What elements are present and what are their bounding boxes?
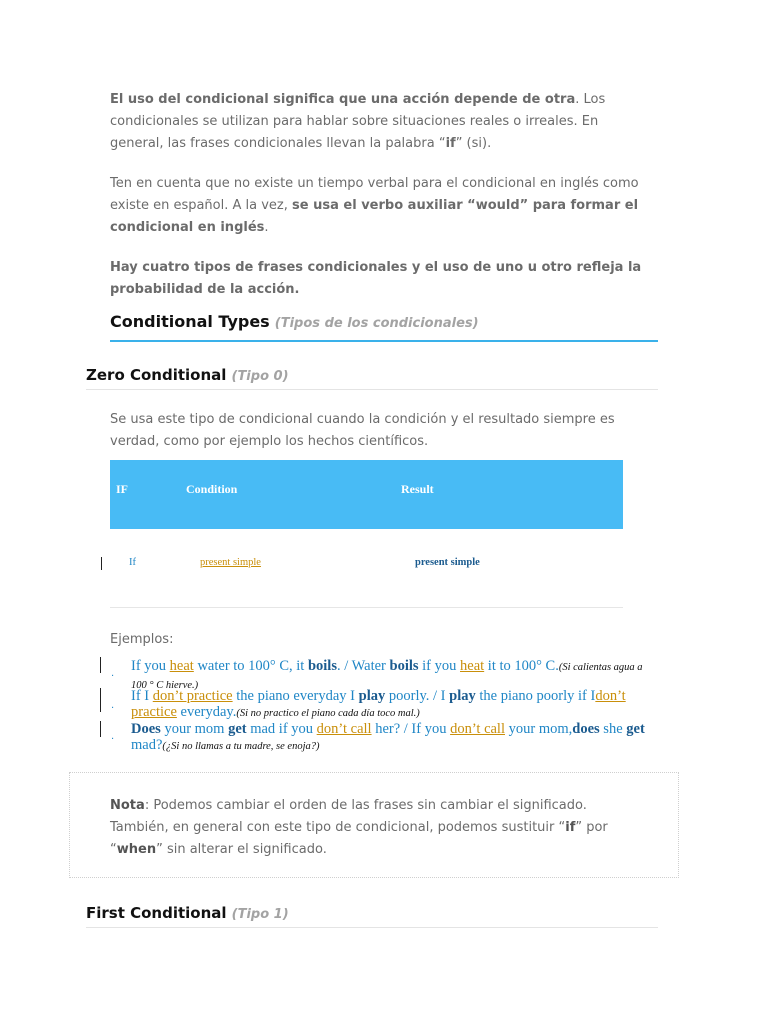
- section-subtitle: (Tipos de los condicionales): [274, 316, 479, 331]
- intro-paragraph-3: [110, 257, 650, 301]
- example-item-2: If I don’t practice the piano everyday I play poorly. / I play the piano poorly if Idon’t practice everyday.(Si no practico el piano cada día toco mal.): [131, 688, 626, 720]
- list-marker: [100, 688, 101, 712]
- first-subtitle: (Tipo 1): [231, 907, 289, 922]
- note-label: Nota: [110, 798, 145, 813]
- intro-paragraph-1: [110, 89, 650, 155]
- note-text: Nota: Podemos cambiar el orden de las frases sin cambiar el significado. También, en general con este tipo de condicional, podemos sustituir “if” por “when” sin alterar el significado.: [110, 798, 608, 857]
- table-cell-condition[interactable]: present simple: [200, 557, 261, 568]
- zero-conditional-heading: [86, 365, 658, 390]
- bullet-icon: .: [111, 731, 115, 742]
- example-item-1: If you heat water to 100° C, it boils. / Water boils if you heat it to 100° C.(Si calientas agua a 100 ° C hierve.): [131, 658, 643, 691]
- intro-p3-bold: Hay cuatro tipos de frases condicionales y el uso de uno u otro refleja la probabilidad de la acción.: [110, 260, 642, 297]
- bullet-icon: .: [111, 700, 115, 711]
- table-row: [110, 529, 623, 608]
- zero-title: Zero Conditional: [86, 366, 227, 384]
- list-marker: [100, 657, 101, 673]
- conditional-table-header: [110, 460, 623, 529]
- first-title: First Conditional: [86, 904, 227, 922]
- text-cursor: [101, 557, 102, 570]
- intro-p1-if: if: [445, 136, 456, 151]
- example-item-3: Does your mom get mad if you don’t call her? / If you don’t call your mom,does she get mad?(¿Si no llamas a tu madre, se enoja?): [131, 721, 645, 753]
- intro-p1-bold: El uso del condicional significa que una acción depende de otra: [110, 92, 576, 107]
- zero-subtitle: (Tipo 0): [231, 369, 289, 384]
- table-header-result: Result: [401, 482, 434, 496]
- bullet-icon: .: [111, 668, 115, 679]
- table-cell-result: present simple: [415, 557, 480, 568]
- first-conditional-heading: [86, 903, 658, 928]
- intro-p2-text: Ten en cuenta que no existe un tiempo verbal para el condicional en inglés como existe en español. A la vez,: [110, 176, 639, 213]
- intro-p2-end: .: [264, 220, 269, 235]
- section-title: Conditional Types: [110, 312, 270, 331]
- table-header-if: IF: [116, 482, 128, 496]
- note-box: [69, 772, 679, 878]
- list-marker: [100, 721, 101, 737]
- conditional-types-heading: [110, 312, 658, 342]
- intro-p1-end: ” (si).: [455, 136, 492, 151]
- intro-paragraph-2: [110, 173, 650, 239]
- intro-p2-bold: se usa el verbo auxiliar “would” para formar el condicional en inglés: [110, 198, 639, 235]
- table-cell-if: If: [129, 557, 136, 568]
- table-header-condition: Condition: [186, 482, 238, 496]
- intro-p1-text: . Los condicionales se utilizan para hablar sobre situaciones reales o irreales. En general, las frases condicionales llevan la palabra “: [110, 92, 606, 151]
- zero-description: Se usa este tipo de condicional cuando la condición y el resultado siempre es verdad, como por ejemplo los hechos científicos.: [110, 412, 615, 449]
- examples-label: Ejemplos:: [110, 632, 174, 647]
